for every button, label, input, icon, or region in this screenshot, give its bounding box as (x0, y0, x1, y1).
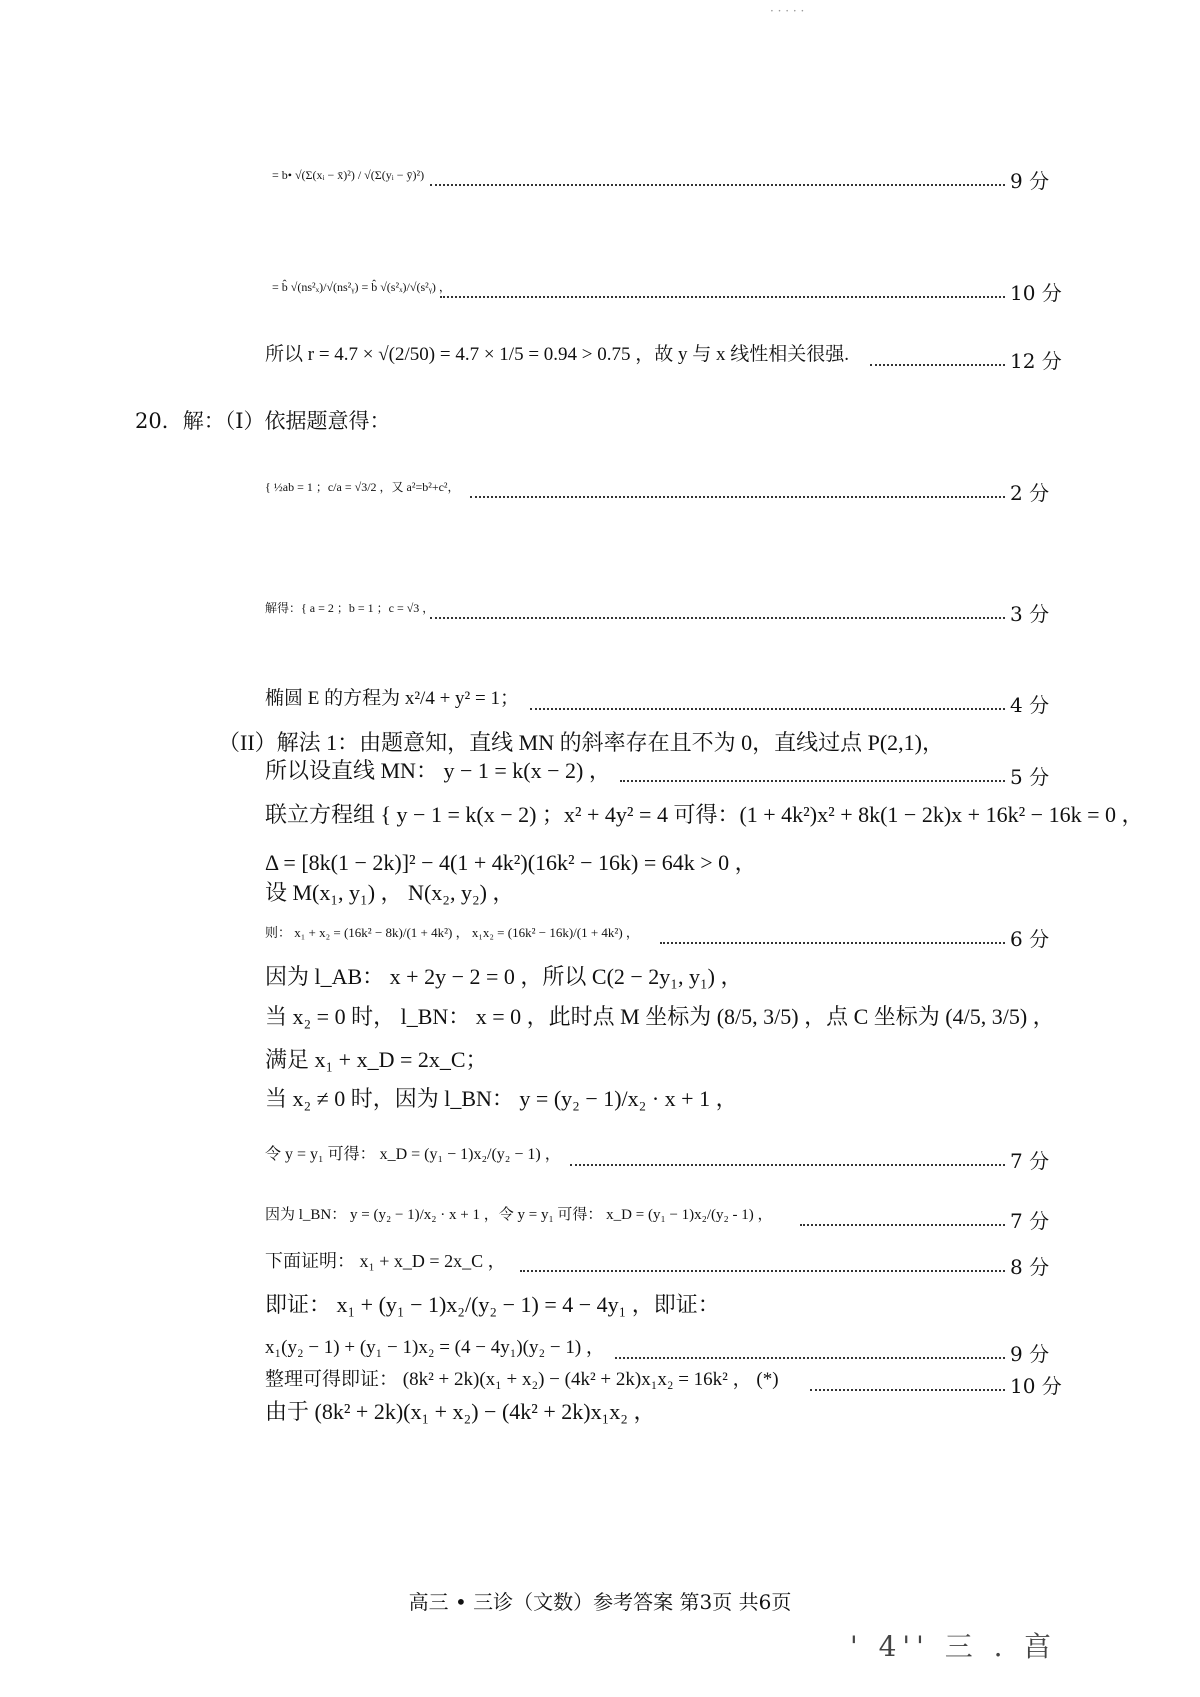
leader-dots (470, 496, 1005, 498)
leader-dots (810, 1389, 1005, 1391)
leader-dots (870, 364, 1005, 366)
line-text: 因为 l_BN： y = (y₂ − 1)/x₂ · x + 1 ，令 y = y₁ 可得： x_D = (y₁ − 1)x₂/(y₂ - 1) ， (265, 1207, 773, 1223)
line-text: 因为 l_AB： x + 2y − 2 = 0 ，所以 C(2 − 2y₁, y₁) ， (265, 964, 743, 989)
line-text: 解得：{ a = 2 ；b = 1 ；c = √3 ， (265, 601, 435, 615)
score-label: 10 分 (1010, 1374, 1062, 1398)
line-text: 设 M(x₁, y₁) ， N(x₂, y₂) ， (265, 880, 515, 905)
line-text: = b̂ √(ns²ₓ)/√(ns²ᵧ) = b̂ √(s²ₓ)/√(s²ᵧ) ， (272, 280, 451, 294)
line-text: 下面证明： x₁ + x_D = 2x_C ， (265, 1251, 506, 1271)
score-label: 12 分 (1010, 349, 1062, 373)
line-text: （II）解法 1：由题意知，直线 MN 的斜率存在且不为 0，直线过点 P(2,1)， (218, 730, 944, 755)
solution-line-l6e (0, 1084, 1200, 1144)
score-label: 3 分 (1010, 602, 1050, 626)
line-text: 由于 (8k² + 2k)(x₁ + x₂) − (4k² + 2k)x₁x₂ ， (265, 1399, 656, 1424)
score-label: 9 分 (1010, 1342, 1050, 1366)
line-text: 当 x₂ = 0 时， l_BN： x = 0 ，此时点 M 坐标为 (8/5, 3/5) ，点 C 坐标为 (4/5, 3/5) ， (265, 1004, 1055, 1029)
leader-dots (615, 1357, 1005, 1359)
line-text: = b• √(Σ(xᵢ − x̄)²) / √(Σ(yᵢ − ȳ)²) (272, 168, 425, 182)
line-text: 满足 x₁ + x_D = 2x_C； (265, 1047, 488, 1072)
score-label: 7 分 (1010, 1149, 1050, 1173)
leader-dots (430, 617, 1005, 619)
leader-dots (620, 780, 1005, 782)
line-text: 则： x₁ + x₂ = (16k² − 8k)/(1 + 4k²) ， x₁x₂ = (16k² − 16k)/(1 + 4k²) ， (265, 925, 639, 940)
handwritten-mark: ' 4'' 三 . 亯 (850, 1630, 1058, 1663)
line-text: 所以设直线 MN： y − 1 = k(x − 2) ， (265, 758, 611, 783)
top-mark: · · · · · (770, 4, 805, 18)
leader-dots (570, 1164, 1005, 1166)
line-text: { ½ab = 1 ；c/a = √3/2 ，又 a²=b²+c²， (265, 480, 460, 494)
line-text: 即证： x₁ + (y₁ − 1)x₂/(y₂ − 1) = 4 − 4y₁ ，即证： (265, 1292, 720, 1317)
solution-line-l3 (0, 593, 1200, 653)
score-label: 8 分 (1010, 1255, 1050, 1279)
line-text: 联立方程组 { y − 1 = k(x − 2) ；x² + 4y² = 4 可得：(1 + 4k²)x² + 8k(1 − 2k)x + 16k² − 16k = 0 ， (265, 802, 1144, 827)
line-text: 所以 r = 4.7 × √(2/50) = 4.7 × 1/5 = 0.94 > 0.75 ，故 y 与 x 线性相关很强. (265, 344, 850, 365)
question-20-heading: 20．解：（I）依据题意得： (135, 409, 391, 433)
score-label: 9 分 (1010, 169, 1050, 193)
line-text: x₁(y₂ − 1) + (y₁ − 1)x₂ = (4 − 4y₁)(y₂ − 1) ， (265, 1337, 605, 1358)
leader-dots (800, 1224, 1005, 1226)
solution-line-l9a (0, 160, 1200, 220)
leader-dots (660, 942, 1005, 944)
line-text: 整理可得即证： (8k² + 2k)(x₁ + x₂) − (4k² + 2k)x₁x₂ = 16k² ， (*) (265, 1369, 779, 1390)
line-text: Δ = [8k(1 − 2k)]² − 4(1 + 4k²)(16k² − 16k) = 64k > 0 ， (265, 850, 757, 875)
solution-line-l10c (0, 1397, 1200, 1457)
score-label: 6 分 (1010, 927, 1050, 951)
score-label: 4 分 (1010, 693, 1050, 717)
line-text: 椭圆 E 的方程为 x²/4 + y² = 1； (265, 688, 519, 709)
score-label: 7 分 (1010, 1209, 1050, 1233)
leader-dots (440, 296, 1005, 298)
leader-dots (530, 708, 1005, 710)
line-text: 令 y = y₁ 可得： x_D = (y₁ − 1)x₂/(y₂ − 1) ， (265, 1146, 561, 1163)
score-label: 5 分 (1010, 765, 1050, 789)
score-label: 2 分 (1010, 481, 1050, 505)
page-footer: 高三 • 三诊（文数）参考答案 第3页 共6页 (408, 1590, 792, 1614)
solution-line-l2 (0, 472, 1200, 532)
leader-dots (520, 1270, 1005, 1272)
line-text: 当 x₂ ≠ 0 时，因为 l_BN： y = (y₂ − 1)/x₂ · x + 1 ， (265, 1086, 738, 1111)
leader-dots (430, 184, 1005, 186)
solution-line-l10a (0, 272, 1200, 332)
score-label: 10 分 (1010, 281, 1062, 305)
solution-line-l12 (0, 340, 1200, 400)
solution-line-l7a (0, 1140, 1200, 1200)
